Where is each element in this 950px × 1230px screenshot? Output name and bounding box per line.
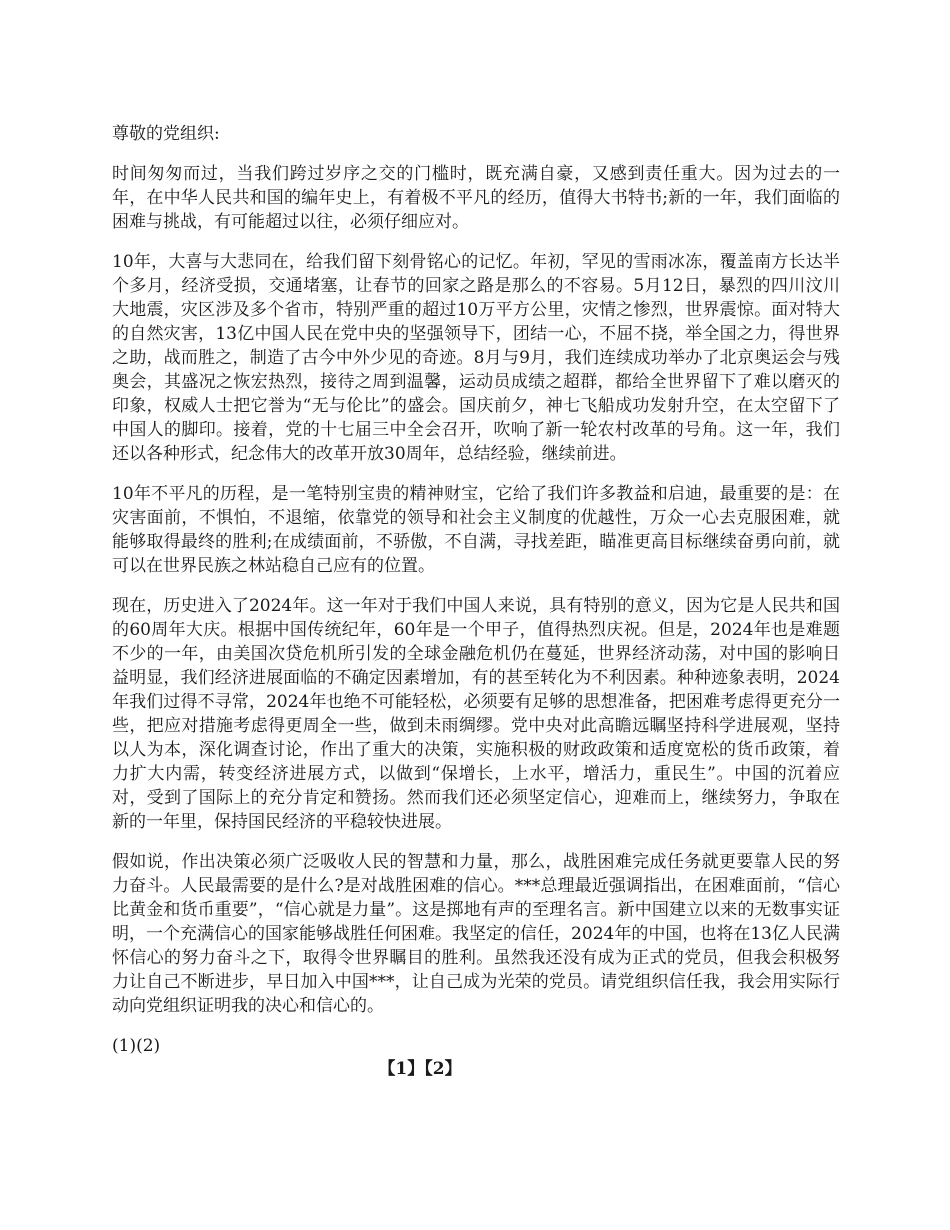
paragraph-2: 10年，大喜与大悲同在，给我们留下刻骨铭心的记忆。年初，罕见的雪雨冰冻，覆盖南方长达半个多月，经济受损，交通堵塞，让春节的回家之路是那么的不容易。5月12日，暴烈的四川汶川大地震，灾区涉及多个省市，特别严重的超过10万平方公里，灾情之惨烈，世界震惊。面对特大的自然灾害，13亿中国人民在党中央的坚强领导下，团结一心，不屈不挠，举全国之力，得世界之助，战而胜之，制造了古今中外少见的奇迹。8月与9月，我们连续成功举办了北京奥运会与残奥会，其盛况之恢宏热烈，接待之周到温馨，运动员成绩之超群，都给全世界留下了难以磨灭的印象，权威人士把它誉为“无与伦比”的盛会。国庆前夕，神七飞船成功发射升空，在太空留下了中国人的脚印。接着，党的十七届三中全会召开，吹响了新一轮农村改革的号角。这一年，我们还以各种形式，纪念伟大的改革开放30周年，总结经验，继续前进。: [112, 252, 840, 464]
letter-body: [112, 122, 840, 1058]
paragraph-3: 10年不平凡的历程，是一笔特别宝贵的精神财宝，它给了我们许多教益和启迪，最重要的是：在灾害面前，不惧怕，不退缩，依靠党的领导和社会主义制度的优越性，万众一心去克服困难，就能够取得最终的胜利;在成绩面前，不骄傲，不自满，寻找差距，瞄准更高目标继续奋勇向前，就可以在世界民族之林站稳自己应有的位置。: [112, 484, 840, 576]
paragraph-4: 现在，历史进入了2024年。这一年对于我们中国人来说，具有特别的意义，因为它是人民共和国的60周年大庆。根据中国传统纪年，60年是一个甲子，值得热烈庆祝。但是，2024年也是难题不少的一年，由美国次贷危机所引发的全球金融危机仍在蔓延，世界经济动荡，对中国的影响日益明显，我们经济进展面临的不确定因素增加，有的甚至转化为不利因素。种种迹象表明，2024年我们过得不寻常，2024年也绝不可能轻松，必须要有足够的思想准备，把困难考虑得更充分一些，把应对措施考虑得更周全一些，做到未雨绸缪。党中央对此高瞻远瞩坚持科学进展观，坚持以人为本，深化调查讨论，作出了重大的决策，实施积极的财政政策和适度宽松的货币政策，着力扩大内需，转变经济进展方式，以做到“保增长，上水平，增活力，重民生”。中国的沉着应对，受到了国际上的充分肯定和赞扬。然而我们还必须坚定信心，迎难而上，继续努力，争取在新的一年里，保持国民经济的平稳较快进展。: [112, 596, 840, 832]
pagination-links[interactable]: 【1】【2】: [378, 1059, 462, 1079]
page-references: (1)(2): [112, 1036, 161, 1056]
letter-greeting: 尊敬的党组织:: [112, 124, 220, 144]
paragraph-5: 假如说，作出决策必须广泛吸收人民的智慧和力量，那么，战胜困难完成任务就更要靠人民的努力奋斗。人民最需要的是什么?是对战胜困难的信心。***总理最近强调指出，在困难面前，“信心比黄金和货币重要”，“信心就是力量”。这是掷地有声的至理名言。新中国建立以来的无数事实证明，一个充满信心的国家能够战胜任何困难。我坚定的信任，2024年的中国，也将在13亿人民满怀信心的努力奋斗之下，取得令世界瞩目的胜利。虽然我还没有成为正式的党员，但我会积极努力让自己不断进步，早日加入中国***，让自己成为光荣的党员。请党组织信任我，我会用实际行动向党组织证明我的决心和信心的。: [112, 852, 840, 1016]
paragraph-1: 时间匆匆而过，当我们跨过岁序之交的门槛时，既充满自豪，又感到责任重大。因为过去的一年，在中华人民共和国的编年史上，有着极不平凡的经历，值得大书特书;新的一年，我们面临的困难与挑战，有可能超过以往，必须仔细应对。: [112, 164, 840, 232]
